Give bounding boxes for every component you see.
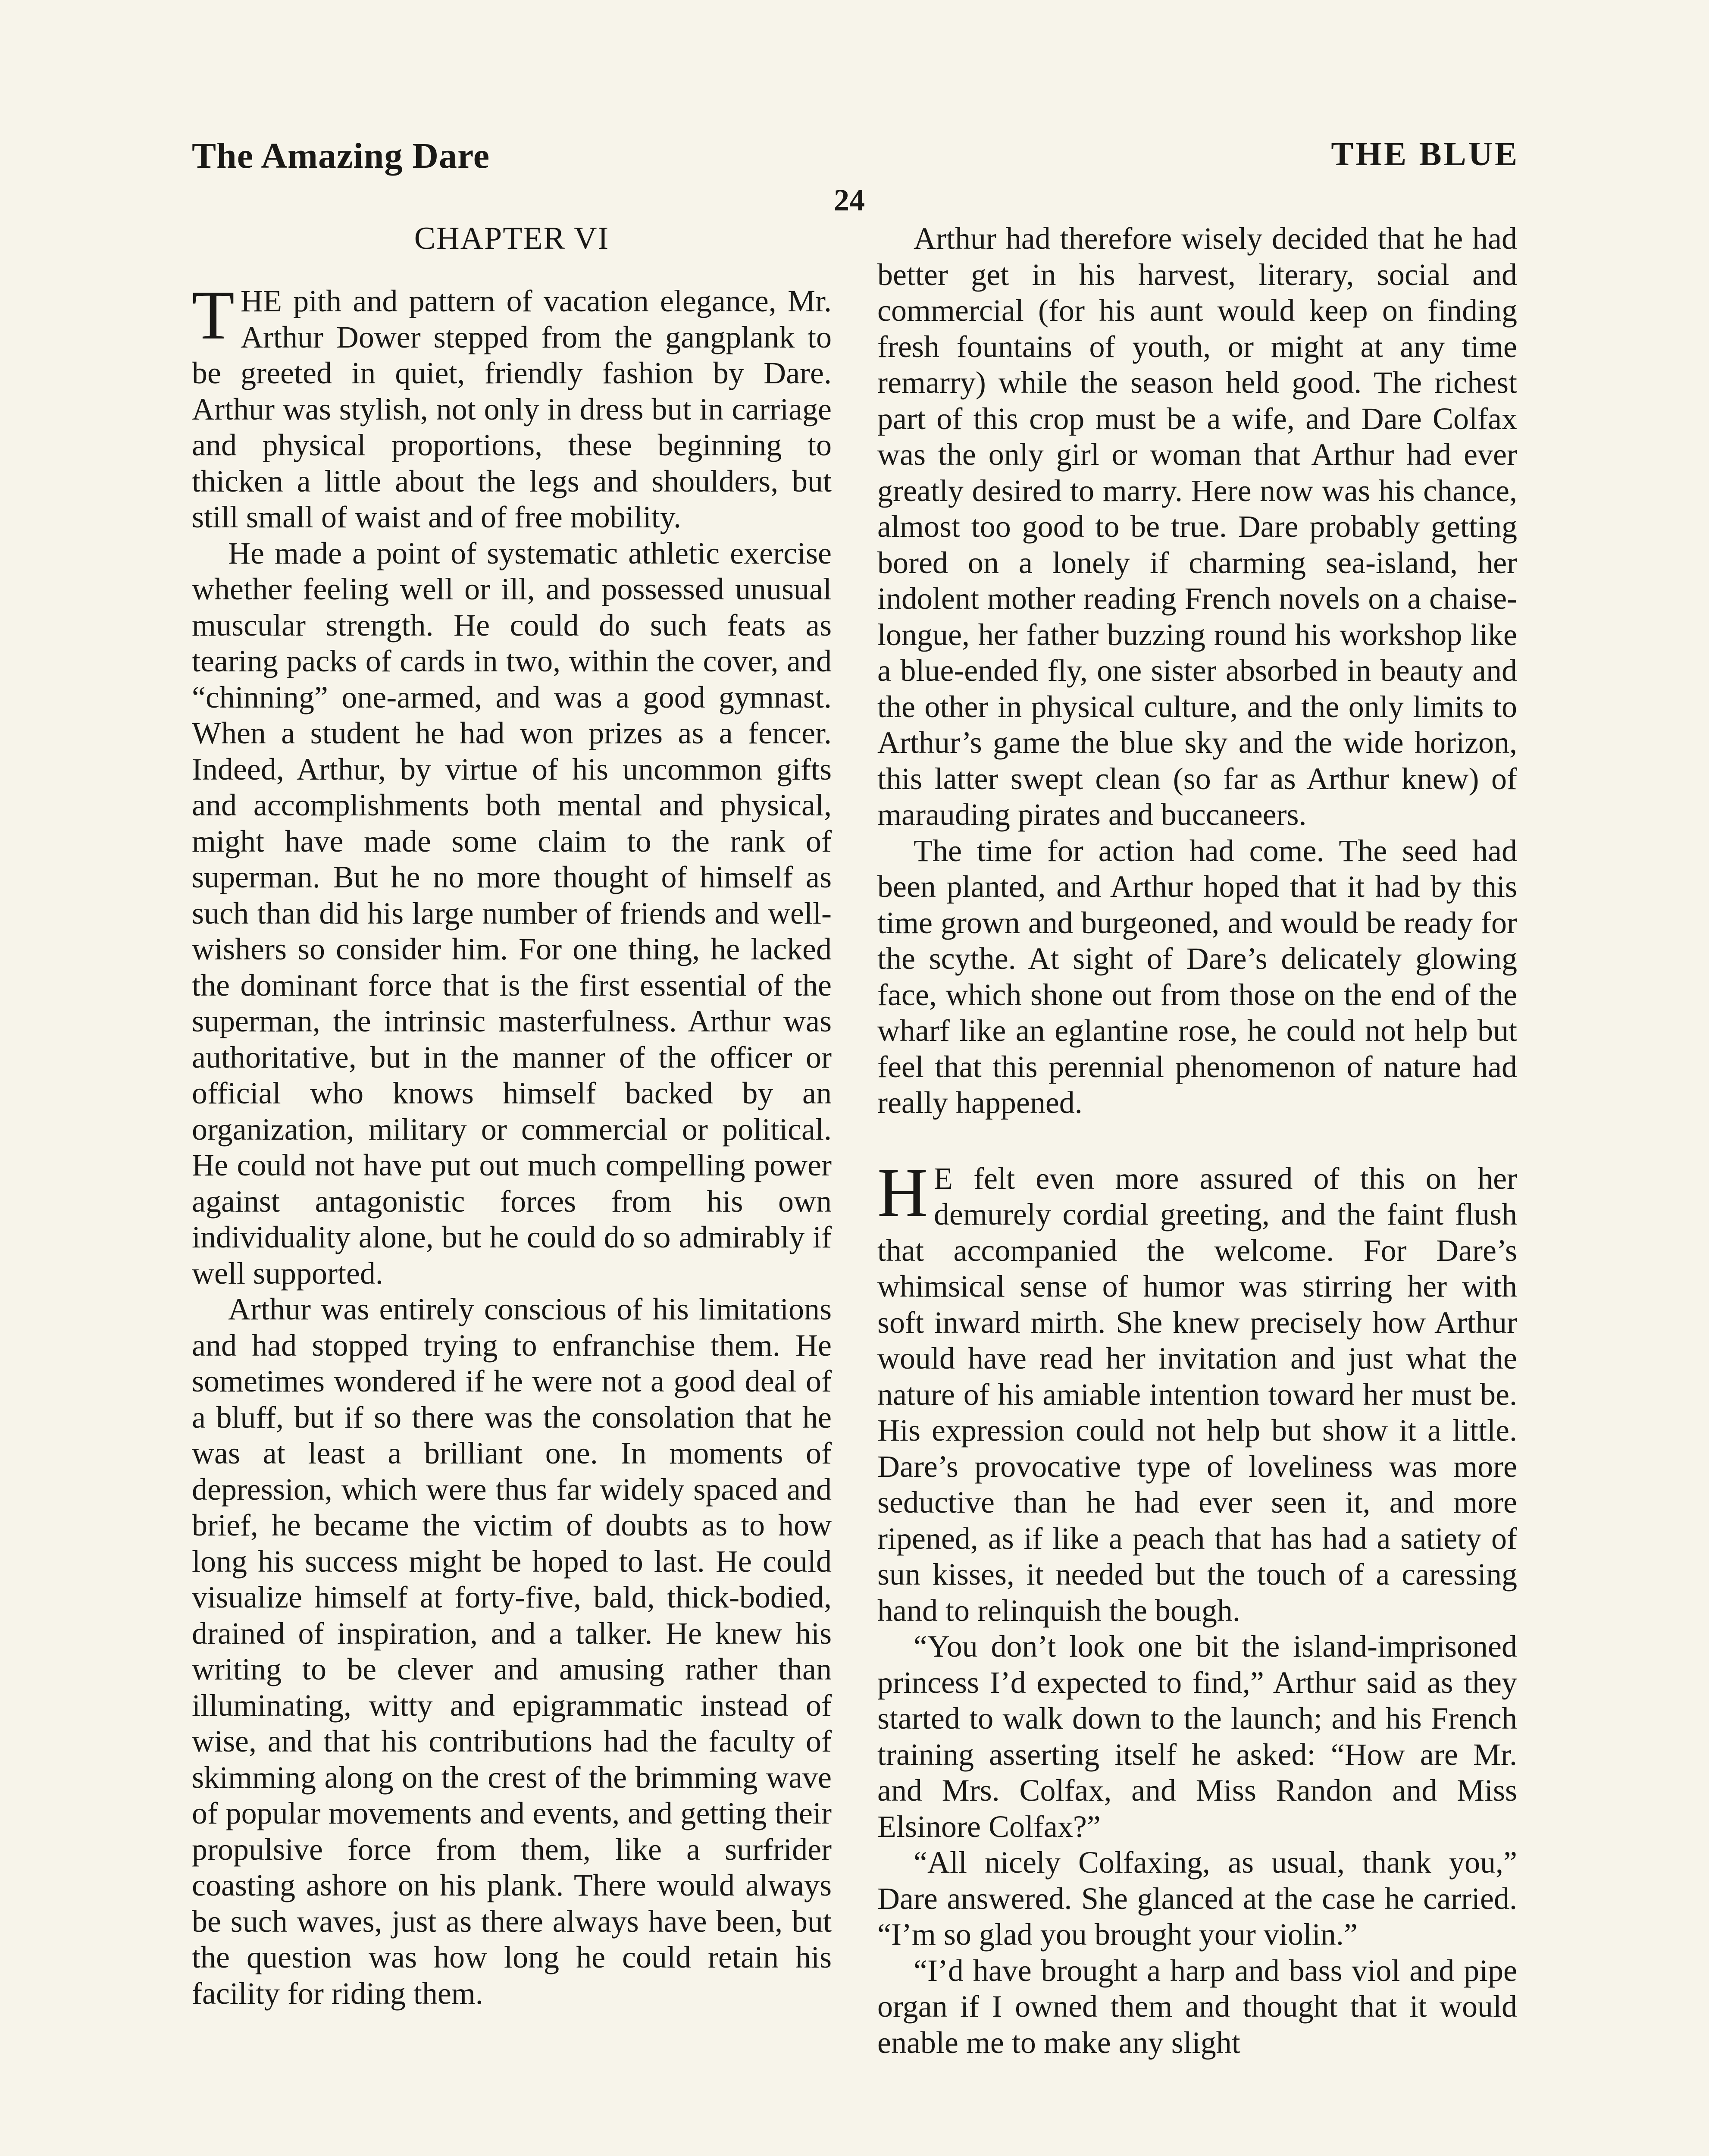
- running-title: The Amazing Dare: [192, 136, 490, 176]
- drop-cap: H: [877, 1154, 928, 1232]
- paragraph: Arthur had therefore wisely decided that he had better get in his harvest, literary, social and commercial (for his aunt would keep on finding fresh fountains of youth, or might at any time remarry) while the season held good. The richest part of this crop must be a wife, and Dare Colfax was the only girl or woman that Arthur had ever greatly desired to marry. Here now was his chance, almost too good to be true. Dare probably getting bored on a lonely if charming sea-island, her indolent mother reading French novels on a chaise-longue, her father buzzing round his workshop like a blue-ended fly, one sister absorbed in beauty and the other in physical culture, and the only limits to Arthur’s game the blue sky and the wide horizon, this latter swept clean (so far as Arthur knew) of marauding pirates and buccaneers.: [877, 221, 1517, 832]
- paragraph: [877, 1154, 1517, 1629]
- chapter-heading: CHAPTER VI: [414, 221, 610, 256]
- paragraph: He made a point of systematic athletic exercise whether feeling well or ill, and possessed unusual muscular strength. He could do such feats as tearing packs of cards in two, within the cover, and “chinning” one-armed, and was a good gymnast. When a student he had won prizes as a fencer. Indeed, Arthur, by virtue of his uncommon gifts and accomplishments both mental and physical, might have made some claim to the rank of superman. But he no more thought of himself as such than did his large number of friends and well-wishers so consider him. For one thing, he lacked the dominant force that is the first essential of the superman, the intrinsic masterfulness. Arthur was authoritative, but in the manner of the officer or official who knows himself backed by an organization, military or commercial or political. He could not have put out much compelling power against antagonistic forces from his own individuality alone, but he could do so admirably if well supported.: [192, 536, 832, 1291]
- paragraph-text: HE pith and pattern of vacation elegance, Mr. Arthur Dower stepped from the gangplank to be greeted in quiet, friendly fashion by Dare. Arthur was stylish, not only in dress but in carriage and physical proportions, these beginning to thicken a little about the legs and shoulders, but still small of waist and of free mobility.: [192, 284, 832, 534]
- paragraph: “You don’t look one bit the island-imprisoned princess I’d expected to find,” Arthur said as they started to walk down to the launch; and his French training asserting itself he asked: “How are Mr. and Mrs. Colfax, and Miss Randon and Miss Elsinore Colfax?”: [877, 1629, 1517, 1844]
- paragraph: The time for action had come. The seed had been planted, and Arthur hoped that it had by this time grown and burgeoned, and would be ready for the scythe. At sight of Dare’s delicately glowing face, which shone out from those on the end of the wharf like an eglantine rose, he could not help but feel that this perennial phenomenon of nature had really happened.: [877, 833, 1517, 1120]
- paragraph: [192, 277, 832, 536]
- paragraph: Arthur was entirely conscious of his limitations and had stopped trying to enfranchise them. He sometimes wondered if he were not a good deal of a bluff, but if so there was the consolation that he was at least a brilliant one. In moments of depression, which were thus far widely spaced and brief, he became the victim of doubts as to how long his success might be hoped to last. He could visualize himself at forty-five, bald, thick-bodied, drained of inspiration, and a talker. He knew his writing to be clever and amusing rather than illuminating, witty and epigrammatic instead of wise, and that his contributions had the faculty of skimming along on the crest of the brimming wave of popular movements and events, and getting their propulsive force from them, like a surfrider coasting ashore on his plank. There would always be such waves, just as there always have been, but the question was how long he could retain his facility for riding them.: [192, 1292, 832, 2011]
- magazine-name: THE BLUE: [1331, 135, 1519, 172]
- page-number: 24: [834, 183, 865, 217]
- paragraph: “All nicely Colfaxing, as usual, thank you,” Dare answered. She glanced at the case he carried. “I’m so glad you brought your violin.”: [877, 1845, 1517, 1952]
- left-column: [192, 221, 832, 2012]
- paragraph-text: E felt even more assured of this on her demurely cordial greeting, and the faint flush that accompanied the welcome. For Dare’s whimsical sense of humor was stirring her with soft inward mirth. She knew precisely how Arthur would have read her invitation and just what the nature of his amiable intention toward her must be. His expression could not help but show it a little. Dare’s provocative type of loveliness was more seductive than he had ever seen it, and more ripened, as if like a peach that has had a satiety of sun kisses, it needed but the touch of a caressing hand to relinquish the bough.: [877, 1161, 1517, 1628]
- right-column: [877, 221, 1517, 2061]
- drop-cap: T: [192, 277, 235, 354]
- paragraph: “I’d have brought a harp and bass viol and pipe organ if I owned them and thought that it would enable me to make any slight: [877, 1953, 1517, 2060]
